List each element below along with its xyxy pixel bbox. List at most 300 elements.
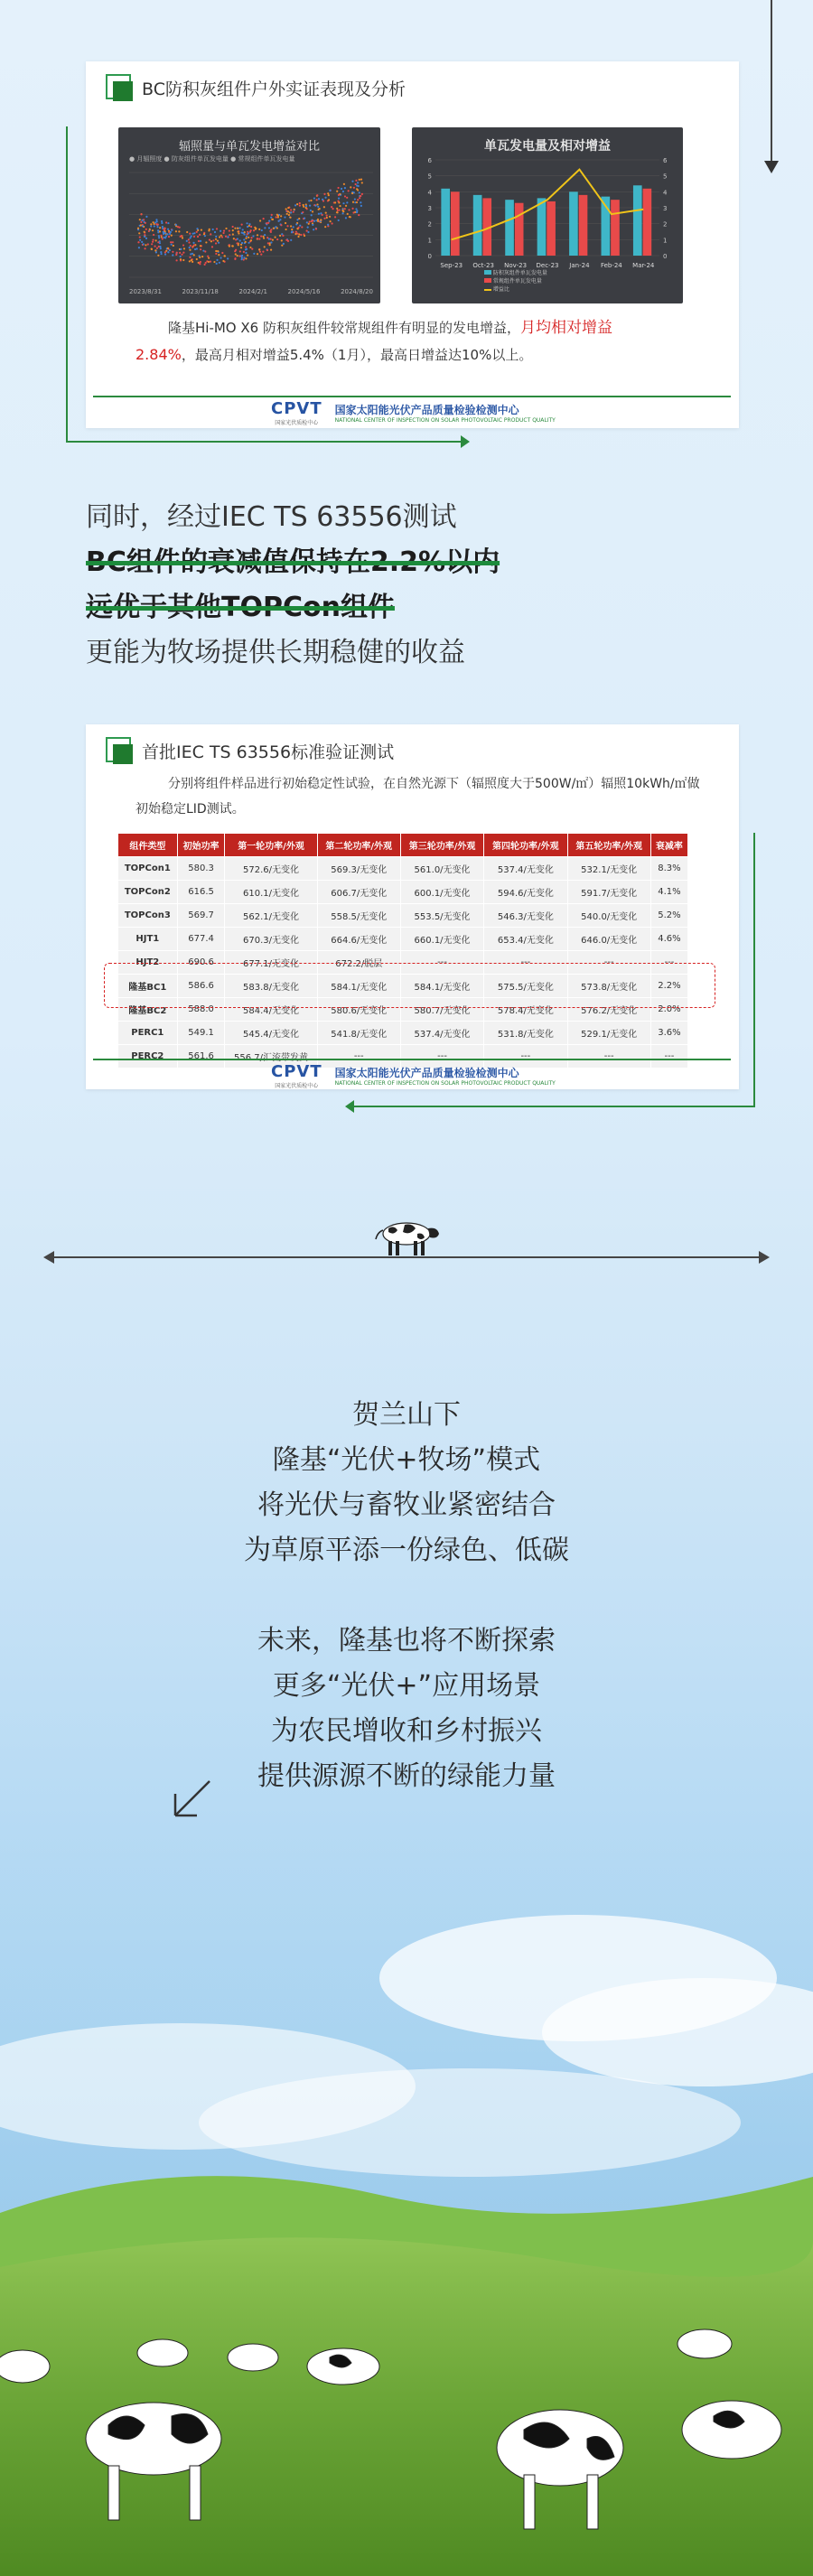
scatter-point [278, 220, 280, 222]
scatter-point [153, 234, 154, 236]
scatter-point [285, 222, 286, 224]
table-cell: 546.3/无变化 [484, 904, 567, 928]
scatter-point [259, 251, 261, 253]
scatter-point [307, 227, 309, 229]
cpvt-logo-block [271, 1062, 556, 1089]
scatter-point [290, 239, 292, 241]
scatter-point [166, 233, 168, 235]
scatter-point [191, 236, 192, 238]
table-cell: 584.1/无变化 [317, 975, 400, 998]
scatter-point [181, 254, 182, 256]
scatter-point [360, 179, 362, 181]
scatter-point [176, 252, 178, 254]
scatter-point [291, 231, 293, 233]
scatter-point [144, 247, 145, 249]
divider-arrow-right [759, 1251, 770, 1264]
scatter-point [307, 231, 309, 233]
scatter-point [316, 203, 318, 205]
scatter-point [141, 241, 143, 243]
scatter-point [238, 232, 239, 234]
scatter-point [254, 227, 256, 229]
scatter-point [157, 229, 159, 231]
scatter-point [298, 233, 300, 235]
scatter-point [326, 217, 328, 219]
scatter-point [208, 257, 210, 259]
divider-arrow-left [43, 1251, 54, 1264]
scatter-point [158, 237, 160, 238]
table-cell: 5.2% [650, 904, 687, 928]
scatter-point [225, 228, 227, 229]
scatter-point [313, 197, 315, 199]
scatter-point [200, 248, 201, 250]
scatter-point [248, 232, 249, 234]
table-cell: 553.5/无变化 [400, 904, 483, 928]
chart-left-title: 辐照量与单瓦发电增益对比 [178, 140, 320, 154]
scatter-point [360, 195, 361, 197]
table-header-cell: 组件类型 [118, 834, 178, 857]
scatter-point [155, 239, 157, 241]
scatter-point [240, 247, 242, 248]
scatter-point [339, 205, 341, 207]
scatter-point [213, 261, 215, 263]
scatter-point [204, 235, 206, 237]
scatter-point [220, 257, 221, 258]
scatter-point [245, 241, 247, 243]
scatter-point [169, 249, 171, 251]
scatter-point [252, 235, 254, 237]
scatter-point [163, 237, 164, 238]
scatter-point [357, 199, 359, 201]
scatter-point [160, 251, 162, 253]
table-cell: TOPCon2 [118, 881, 178, 904]
scatter-point [247, 226, 248, 228]
scatter-point [359, 179, 360, 181]
bar [451, 191, 460, 256]
scatter-point [279, 219, 281, 220]
card1-header [106, 74, 406, 101]
y-tick-label: 4 [427, 189, 432, 197]
scatter-point [215, 238, 217, 240]
scatter-point [139, 239, 141, 241]
scatter-point [193, 254, 195, 256]
table-header-cell: 衰减率 [650, 834, 687, 857]
scatter-point [175, 259, 177, 261]
scatter-point [234, 228, 236, 229]
scatter-point [204, 250, 206, 252]
scatter-point [243, 251, 245, 253]
scatter-point [178, 230, 180, 232]
scatter-point [221, 236, 223, 238]
scatter-point [294, 209, 295, 210]
scatter-point [334, 201, 336, 203]
scatter-point [277, 216, 279, 218]
scatter-point [246, 248, 248, 250]
scatter-point [250, 237, 252, 238]
scatter-point [297, 236, 299, 238]
scatter-point [291, 229, 293, 230]
scatter-point [262, 251, 264, 253]
scatter-point [232, 226, 234, 228]
scatter-point [209, 238, 210, 240]
scatter-point [352, 201, 354, 203]
cpvt-logo-block [271, 399, 556, 426]
scatter-point [270, 241, 272, 243]
table-cell: 653.4/无变化 [484, 928, 567, 951]
scatter-point [312, 210, 313, 212]
scatter-point [144, 231, 145, 233]
scatter-point [238, 227, 240, 229]
table-cell: --- [484, 1045, 567, 1069]
scatter-point [259, 219, 261, 221]
scatter-point [211, 246, 213, 247]
scatter-point [196, 258, 198, 260]
scatter-point [179, 227, 181, 229]
scatter-point [217, 240, 219, 242]
scatter-point [356, 184, 358, 186]
cow-icon [372, 1216, 441, 1257]
scatter-point [231, 245, 233, 247]
scatter-point [293, 210, 294, 212]
table-cell: 573.8/无变化 [567, 975, 650, 998]
chart-right-legend [484, 269, 547, 294]
scatter-point [151, 248, 153, 250]
x-tick-label: Nov-23 [504, 262, 528, 269]
scatter-point [322, 199, 323, 201]
scatter-point [338, 201, 340, 203]
card2-bracket [753, 833, 755, 1107]
scatter-point [179, 252, 181, 254]
scatter-point [338, 219, 340, 221]
scatter-point [223, 229, 225, 231]
scatter-point [216, 259, 218, 261]
scatter-point [193, 232, 195, 234]
scatter-point [180, 248, 182, 250]
scatter-point [222, 232, 224, 234]
scatter-point [354, 198, 356, 200]
card1-bracket-arrow [461, 435, 470, 448]
table-cell: --- [567, 1045, 650, 1069]
scatter-point [353, 187, 355, 189]
scatter-point [215, 253, 217, 255]
table-cell: 532.1/无变化 [567, 857, 650, 881]
scatter-point [235, 253, 237, 255]
table-cell: 556.7/汇流带发黄 [225, 1045, 317, 1069]
scatter-point [263, 218, 265, 219]
table-cell: 4.1% [650, 881, 687, 904]
scatter-point [218, 242, 220, 244]
scatter-point [341, 212, 343, 214]
scatter-point [145, 229, 147, 230]
scatter-point [138, 247, 140, 248]
scatter-point [150, 223, 152, 225]
scatter-point [138, 232, 140, 234]
scatter-point [192, 253, 193, 255]
scatter-point [283, 243, 285, 245]
table-cell: 540.0/无变化 [567, 904, 650, 928]
table-header-cell: 第一轮功率/外观 [225, 834, 317, 857]
scatter-point [344, 208, 346, 210]
scatter-point [266, 249, 268, 251]
scatter-point [199, 234, 201, 236]
scatter-point [241, 232, 243, 234]
table-cell: 561.6 [177, 1045, 225, 1069]
scatter-point [171, 229, 173, 231]
scatter-point [248, 242, 250, 244]
scatter-point [323, 193, 325, 195]
scatter-point [257, 253, 258, 255]
scatter-point [172, 241, 173, 243]
scatter-point [149, 229, 151, 230]
arrow-diagonal-icon [170, 1778, 213, 1821]
scatter-point [167, 222, 169, 224]
scatter-point [205, 241, 207, 243]
poem-line: 提供源源不断的绿能力量 [257, 1760, 556, 1792]
table-cell: 3.6% [650, 1022, 687, 1045]
card2-bracket-bottom [352, 1106, 755, 1107]
scatter-point [317, 220, 319, 222]
table-header-cell: 第五轮功率/外观 [567, 834, 650, 857]
bc-highlight-box [104, 963, 715, 1008]
scatter-point [215, 236, 217, 238]
scatter-point [205, 262, 207, 264]
scatter-point [299, 205, 301, 207]
scatter-point [298, 218, 300, 219]
scatter-point [348, 209, 350, 210]
scatter-point [171, 244, 173, 246]
scatter-point [233, 238, 235, 239]
x-tick-label: Dec-23 [536, 262, 559, 269]
scatter-point [267, 242, 269, 244]
scatter-point [173, 245, 174, 247]
table-cell: 616.5 [177, 881, 225, 904]
table-cell: 600.1/无变化 [400, 881, 483, 904]
cpvt-org: 国家太阳能光伏产品质量检验检测中心 NATIONAL CENTER OF INSPECTION ON SOLAR PHOTOVOLTAIC PRODUCT QUALITY [334, 404, 556, 424]
scatter-point [320, 219, 322, 220]
scatter-point [247, 254, 248, 256]
scatter-point [260, 254, 262, 256]
scatter-point [294, 204, 296, 206]
scatter-point [151, 243, 153, 245]
poem-line: 未来，隆基也将不断探索 [257, 1625, 556, 1657]
scatter-point [347, 213, 349, 215]
scatter-point [232, 229, 234, 231]
table-cell: 4.6% [650, 928, 687, 951]
scatter-point [286, 213, 288, 215]
table-cell: 610.1/无变化 [225, 881, 317, 904]
scatter-point [310, 210, 312, 211]
scatter-point [140, 224, 142, 226]
scatter-point [158, 235, 160, 237]
card1-title: BC防积灰组件户外实证表现及分析 [142, 79, 406, 99]
scatter-point [241, 257, 243, 258]
scatter-point [285, 239, 287, 241]
table-cell: 646.0/无变化 [567, 928, 650, 951]
scatter-point [286, 225, 288, 227]
table-cell: 583.8/无变化 [225, 975, 317, 998]
scatter-point [161, 222, 163, 224]
scatter-point [327, 224, 329, 226]
scatter-point [165, 235, 167, 237]
scatter-point [145, 244, 146, 246]
scatter-point [271, 219, 273, 220]
scatter-point [165, 250, 167, 252]
scatter-point [350, 186, 351, 188]
table-cell: 660.1/无变化 [400, 928, 483, 951]
scatter-point [327, 192, 329, 194]
poem-block-2 [0, 1619, 813, 1799]
table-cell: 584.4/无变化 [225, 998, 317, 1022]
scatter-point [324, 226, 326, 228]
y-tick-label: 5 [427, 173, 432, 181]
card1-bracket [66, 126, 68, 443]
scatter-point [285, 229, 286, 230]
scatter-point [172, 251, 173, 253]
table-cell: --- [400, 951, 483, 975]
scatter-point [356, 188, 358, 190]
scatter-point [276, 227, 278, 229]
scatter-point [280, 215, 282, 217]
scatter-point [242, 229, 244, 230]
scatter-point [245, 257, 247, 259]
scatter-point [304, 218, 305, 219]
scatter-point [193, 236, 195, 238]
scatter-point [355, 180, 357, 182]
scatter-point [268, 220, 270, 222]
poem-line: 隆基“光伏+牧场”模式 [272, 1444, 541, 1476]
table-cell: --- [650, 1045, 687, 1069]
scatter-point [258, 248, 260, 250]
scatter-point [196, 247, 198, 249]
table-cell: 2.0% [650, 998, 687, 1022]
scatter-point [238, 244, 239, 246]
scatter-point [222, 260, 224, 262]
bar [473, 195, 482, 256]
card2-bracket-arrow [345, 1100, 354, 1113]
scatter-point [270, 231, 272, 233]
table-cell: TOPCon3 [118, 904, 178, 928]
table-row [118, 857, 688, 881]
scatter-point [359, 197, 360, 199]
scatter-point [295, 223, 297, 225]
scatter-point [167, 251, 169, 253]
scatter-point [324, 197, 326, 199]
scatter-point [249, 231, 251, 233]
scatter-point [182, 259, 184, 261]
table-cell: 591.7/无变化 [567, 881, 650, 904]
poem-line: 将光伏与畜牧业紧密结合 [257, 1489, 556, 1521]
green-square-icon [106, 74, 133, 101]
table-row [118, 928, 688, 951]
scatter-point [300, 234, 302, 236]
scatter-point [140, 221, 142, 223]
scatter-point [306, 229, 308, 231]
scatter-point [302, 211, 304, 213]
scatter-point [227, 257, 229, 259]
scatter-point [219, 262, 220, 264]
scatter-point [323, 206, 325, 208]
x-tick: 2024/8/20 [341, 288, 373, 295]
scatter-point [143, 243, 145, 245]
scatter-point [359, 191, 360, 193]
scatter-point [210, 261, 211, 263]
scatter-point [208, 229, 210, 231]
scatter-point [171, 235, 173, 237]
scatter-point [262, 236, 264, 238]
scatter-point [316, 199, 318, 201]
scatter-point [276, 238, 278, 240]
scatter-point [161, 236, 163, 238]
scatter-point [338, 194, 340, 196]
scatter-point [241, 224, 243, 226]
scatter-point [164, 230, 166, 232]
scatter-point [351, 181, 353, 182]
table-cell: HJT1 [118, 928, 178, 951]
scatter-point [191, 259, 192, 261]
y-tick-label: 2 [427, 220, 432, 229]
card2-footer [93, 1059, 731, 1060]
table-cell: 575.5/无变化 [484, 975, 567, 998]
card-iec-test [86, 724, 739, 1089]
scatter-point [189, 260, 191, 262]
table-cell: 隆基BC1 [118, 975, 178, 998]
scatter-point [196, 231, 198, 233]
scatter-point [249, 247, 251, 248]
scatter-point [216, 228, 218, 229]
table-row [118, 904, 688, 928]
x-tick: 2024/5/16 [287, 288, 321, 295]
y-tick-label: 3 [427, 205, 432, 212]
scatter-point [141, 219, 143, 221]
table-cell: 572.6/无变化 [225, 857, 317, 881]
scatter-point [215, 242, 217, 244]
bar [643, 189, 652, 256]
scatter-point [299, 202, 301, 204]
scatter-point [311, 214, 313, 216]
scatter-point [326, 215, 328, 217]
scatter-point [280, 224, 282, 226]
scatter-point [198, 240, 200, 242]
scatter-point [203, 233, 205, 235]
scatter-point [308, 200, 310, 201]
table-cell: HJT2 [118, 951, 178, 975]
y-tick-label: 6 [427, 157, 432, 164]
legend-item: 增益比 [484, 285, 547, 294]
middle-text-block [86, 495, 718, 676]
scatter-point [201, 256, 203, 257]
y2-tick-label: 4 [663, 189, 668, 197]
bar [633, 185, 642, 256]
scatter-point [175, 230, 177, 232]
table-cell: --- [400, 1045, 483, 1069]
y2-tick-label: 5 [663, 173, 668, 181]
scatter-point [296, 233, 298, 235]
scatter-point [342, 191, 344, 192]
bar [547, 201, 556, 256]
scatter-point [253, 253, 255, 255]
scatter-point [346, 201, 348, 203]
scatter-point [310, 200, 312, 201]
chart-right-panel [412, 127, 683, 303]
scatter-point [301, 226, 303, 228]
scatter-point [282, 235, 284, 237]
scatter-point [337, 210, 339, 211]
bar [505, 200, 514, 256]
scatter-point [237, 228, 238, 229]
scatter-point [167, 247, 169, 249]
scatter-point [349, 216, 350, 218]
bar [515, 203, 524, 256]
scatter-point [152, 238, 154, 240]
